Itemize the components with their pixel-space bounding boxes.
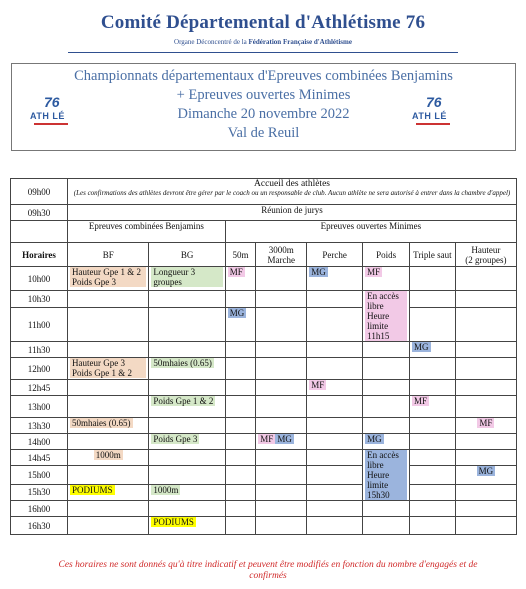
group-minimes: Epreuves ouvertes Minimes <box>225 221 516 243</box>
bg-event: Poids Gpe 1 & 2 <box>153 396 214 406</box>
triple-cell <box>409 267 455 291</box>
bg-cell <box>149 418 225 434</box>
poids-cell <box>363 342 410 358</box>
col-triple: Triple saut <box>409 243 455 267</box>
jury-cell: Réunion de jurys <box>68 205 517 221</box>
triple-cell <box>409 291 455 308</box>
time-cell: 13h30 <box>11 418 68 434</box>
free-access-note: En accès libre Heure limite 15h30 <box>365 450 407 500</box>
welcome-title: Accueil des athlètes <box>254 179 330 189</box>
perche-cell <box>307 380 363 396</box>
perche-cell <box>307 466 363 484</box>
event-banner <box>11 63 516 151</box>
time-cell: 13h00 <box>11 396 68 418</box>
row-1100 <box>11 308 517 342</box>
bf-cell <box>68 380 149 396</box>
perche-cell <box>307 418 363 434</box>
col-50m: 50m <box>225 243 256 267</box>
title-divider <box>68 52 458 53</box>
bf-cell <box>68 308 149 342</box>
marche-cell <box>256 342 307 358</box>
bg-cell <box>149 358 225 380</box>
poids-cell <box>363 358 410 380</box>
triple-cell <box>409 396 455 418</box>
bg-cell <box>149 517 225 535</box>
m50-cell <box>225 342 256 358</box>
mf-badge: MF <box>413 396 427 406</box>
bf-cell <box>68 517 149 535</box>
m50-cell <box>225 466 256 484</box>
row-1330 <box>11 418 517 434</box>
perche-cell <box>307 267 363 291</box>
row-1130 <box>11 342 517 358</box>
hauteur-cell <box>455 396 516 418</box>
col-perche: Perche <box>307 243 363 267</box>
subtitle-prefix: Organe Déconcentré de la <box>174 38 247 46</box>
row-1400 <box>11 434 517 450</box>
time-cell: 09h30 <box>11 205 68 221</box>
perche-cell <box>307 517 363 535</box>
perche-cell <box>307 291 363 308</box>
marche-cell <box>256 466 307 484</box>
row-1000 <box>11 267 517 291</box>
bf-cell <box>68 291 149 308</box>
hauteur-cell <box>455 517 516 535</box>
bg-cell <box>149 450 225 466</box>
m50-cell <box>225 396 256 418</box>
row-1030 <box>11 291 517 308</box>
triple-cell <box>409 517 455 535</box>
mf-badge: MF <box>479 418 493 428</box>
bg-cell <box>149 342 225 358</box>
row-1500 <box>11 466 517 484</box>
banner-line-4: Val de Reuil <box>227 125 300 141</box>
marche-cell <box>256 484 307 500</box>
time-cell: 15h30 <box>11 484 68 500</box>
row-1300 <box>11 396 517 418</box>
bg-cell <box>149 267 225 291</box>
bf-cell <box>68 484 149 500</box>
triple-cell <box>409 380 455 396</box>
page-title: Comité Départemental d'Athlétisme 76 <box>100 12 426 33</box>
bf-event: Hauteur Gpe 3 Poids Gpe 1 & 2 <box>70 358 146 378</box>
poids-cell <box>363 267 410 291</box>
perche-cell <box>307 484 363 500</box>
time-cell: 10h00 <box>11 267 68 291</box>
bf-event: 50mhaies (0.65) <box>72 418 131 428</box>
time-cell: 14h00 <box>11 434 68 450</box>
row-0930 <box>11 205 517 221</box>
podiums-label: PODIUMS <box>153 517 194 527</box>
bg-cell <box>149 466 225 484</box>
hauteur-cell <box>455 291 516 308</box>
athle-logo-left <box>30 94 72 128</box>
marche-cell <box>256 501 307 517</box>
bf-cell <box>68 342 149 358</box>
bg-event: 1000m <box>153 484 179 495</box>
perche-cell <box>307 396 363 418</box>
col-hauteur <box>455 243 516 267</box>
row-1530 <box>11 484 517 500</box>
time-cell: 09h00 <box>11 179 68 205</box>
triple-cell <box>409 450 455 466</box>
mg-badge: MG <box>367 434 382 444</box>
podiums-label: PODIUMS <box>72 484 113 495</box>
perche-cell <box>307 450 363 466</box>
logo-word: ATH LÉ <box>30 111 65 121</box>
m50-cell <box>225 484 256 500</box>
logo-underline <box>34 123 68 125</box>
hauteur-cell <box>455 434 516 450</box>
poids-cell <box>363 501 410 517</box>
m50-cell <box>225 358 256 380</box>
m50-cell <box>225 380 256 396</box>
bg-cell <box>149 434 225 450</box>
bf-cell <box>68 501 149 517</box>
hauteur-cell <box>455 308 516 342</box>
marche-cell <box>256 396 307 418</box>
bf-event: 1000m <box>95 450 121 460</box>
mf-badge: MF <box>260 434 274 444</box>
bf-cell <box>68 396 149 418</box>
time-cell: 16h30 <box>11 517 68 535</box>
marche-cell <box>256 358 307 380</box>
bg-cell <box>149 484 225 500</box>
subtitle-org: Fédération Française d'Athlétisme <box>248 38 352 46</box>
triple-cell <box>409 418 455 434</box>
banner-line-1: Championnats départementaux d'Epreuves combinées Benjamins <box>74 68 453 84</box>
time-cell: 12h00 <box>11 358 68 380</box>
col-bg: BG <box>149 243 225 267</box>
row-1445 <box>11 450 517 466</box>
col-hauteur-sub: (2 groupes) <box>465 254 507 265</box>
poids-cell <box>363 434 410 450</box>
m50-cell <box>225 450 256 466</box>
bf-cell <box>68 434 149 450</box>
marche-cell <box>256 308 307 342</box>
bf-cell <box>68 267 149 291</box>
marche-cell <box>256 434 307 450</box>
mf-badge: MF <box>367 267 381 277</box>
bg-cell <box>149 308 225 342</box>
logo-underline <box>416 123 450 125</box>
page-subtitle <box>0 38 526 46</box>
marche-cell <box>256 380 307 396</box>
welcome-cell <box>68 179 517 205</box>
bf-cell <box>68 466 149 484</box>
logo-number: 76 <box>426 94 442 110</box>
triple-cell <box>409 358 455 380</box>
time-cell: 11h30 <box>11 342 68 358</box>
col-marche: 3000m Marche <box>256 243 307 267</box>
mg-badge: MG <box>413 342 429 352</box>
triple-cell <box>409 434 455 450</box>
row-1200 <box>11 358 517 380</box>
bf-cell <box>68 358 149 380</box>
row-1600 <box>11 501 517 517</box>
bf-cell <box>68 418 149 434</box>
perche-cell <box>307 501 363 517</box>
bf-cell <box>68 450 149 466</box>
poids-cell <box>363 418 410 434</box>
perche-cell <box>307 358 363 380</box>
time-cell: 14h45 <box>11 450 68 466</box>
welcome-note: (Les confirmations des athlètes devront être gérer par le coach ou un responsable de club. Aucun athlète ne sera autorisé à entrer dans la chambre d'appel) <box>73 189 511 197</box>
schedule-table <box>10 178 517 535</box>
empty-cell <box>11 221 68 243</box>
bg-event: Poids Gpe 3 <box>153 434 198 444</box>
m50-cell <box>225 267 256 291</box>
mg-badge: MG <box>229 308 245 318</box>
row-groups <box>11 221 517 243</box>
marche-cell <box>256 418 307 434</box>
row-columns <box>11 243 517 267</box>
marche-cell <box>256 267 307 291</box>
mg-badge: MG <box>478 466 494 477</box>
hauteur-cell <box>455 466 516 484</box>
logo-number: 76 <box>44 94 60 110</box>
time-cell: 16h00 <box>11 501 68 517</box>
group-benjamins: Epreuves combinées Benjamins <box>68 221 226 243</box>
banner-line-2: + Epreuves ouvertes Minimes <box>176 87 351 103</box>
marche-cell <box>256 517 307 535</box>
poids-cell <box>363 380 410 396</box>
row-1245 <box>11 380 517 396</box>
bg-cell <box>149 380 225 396</box>
mf-badge: MF <box>311 380 325 390</box>
col-horaires: Horaires <box>11 243 68 267</box>
m50-cell <box>225 291 256 308</box>
col-poids: Poids <box>363 243 410 267</box>
col-hauteur-label: Hauteur <box>471 244 501 255</box>
athle-logo-right <box>412 94 454 128</box>
m50-cell <box>225 501 256 517</box>
triple-cell <box>409 308 455 342</box>
time-cell: 11h00 <box>11 308 68 342</box>
poids-cell <box>363 396 410 418</box>
time-cell: 10h30 <box>11 291 68 308</box>
hauteur-cell <box>455 267 516 291</box>
m50-cell <box>225 308 256 342</box>
hauteur-cell <box>455 342 516 358</box>
m50-cell <box>225 517 256 535</box>
bf-event: Hauteur Gpe 1 & 2 Poids Gpe 3 <box>70 267 146 287</box>
bg-cell <box>149 291 225 308</box>
hauteur-cell <box>455 418 516 434</box>
time-cell: 12h45 <box>11 380 68 396</box>
hauteur-cell <box>455 450 516 466</box>
poids-cell <box>363 450 410 501</box>
triple-cell <box>409 501 455 517</box>
triple-cell <box>409 466 455 484</box>
hauteur-cell <box>455 358 516 380</box>
marche-cell <box>256 291 307 308</box>
hauteur-cell <box>455 484 516 500</box>
hauteur-cell <box>455 501 516 517</box>
marche-cell <box>256 450 307 466</box>
time-cell: 15h00 <box>11 466 68 484</box>
m50-cell <box>225 418 256 434</box>
row-0900 <box>11 179 517 205</box>
disclaimer: Ces horaires ne sont donnés qu'à titre indicatif et peuvent être modifiés en fonction du nombre d'engagés et de confirmés <box>58 560 478 581</box>
bg-event: 50mhaies (0.65) <box>153 358 212 368</box>
bg-cell <box>149 396 225 418</box>
mf-badge: MF <box>229 267 243 277</box>
triple-cell <box>409 342 455 358</box>
triple-cell <box>409 484 455 500</box>
free-access-note: En accès libre Heure limite 11h15 <box>365 291 407 341</box>
poids-cell <box>363 291 410 342</box>
col-bf: BF <box>68 243 149 267</box>
mg-badge: MG <box>277 434 292 444</box>
bg-event: Longueur 3 groupes <box>151 267 222 287</box>
perche-cell <box>307 308 363 342</box>
mg-badge: MG <box>311 267 326 277</box>
m50-cell <box>225 434 256 450</box>
banner-line-3: Dimanche 20 novembre 2022 <box>177 106 350 122</box>
hauteur-cell <box>455 380 516 396</box>
perche-cell <box>307 434 363 450</box>
logo-word: ATH LÉ <box>412 111 447 121</box>
perche-cell <box>307 342 363 358</box>
row-1630 <box>11 517 517 535</box>
poids-cell <box>363 517 410 535</box>
bg-cell <box>149 501 225 517</box>
